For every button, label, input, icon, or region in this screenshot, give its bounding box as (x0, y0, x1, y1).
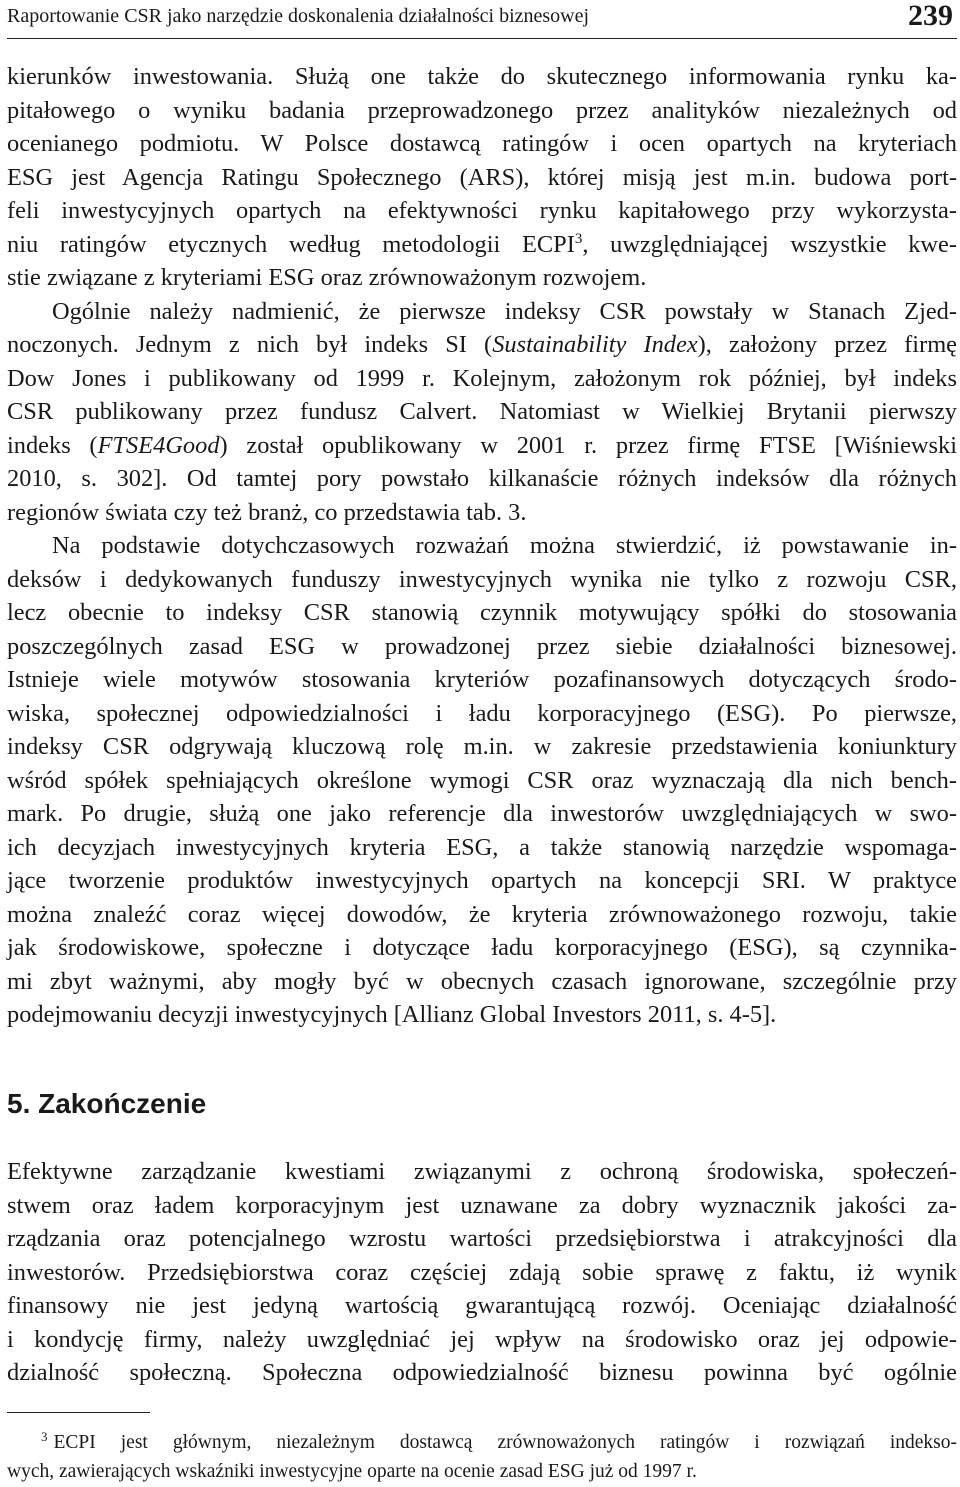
text-segment: ), założony przez firmę (697, 331, 957, 358)
text-line: Dow Jones i publikowany od 1999 r. Kolejnym, założonym rok później, był indeks (7, 364, 957, 392)
text-line: mark. Po drugie, służą one jako referencje dla inwestorów uwzględniających w swo- (7, 800, 957, 827)
text-line: Istnieje wiele motywów stosowania kryteriów pozafinansowych dotyczących środo- (7, 666, 957, 693)
footnote-separator (7, 1412, 150, 1413)
text-segment: noczonych. Jednym z nich był indeks SI ( (7, 331, 493, 358)
body-text (7, 60, 957, 1032)
text-line: i kondycję firmy, należy uwzględniać jej wpływ na środowisko oraz jej odpowie- (7, 1325, 957, 1353)
footnote-line: wych, zawierających wskaźniki inwestycyjne oparte na ocenie zasad ESG już od 1997 r. (7, 1461, 697, 1482)
text-line: finansowy nie jest jedyną wartością gwarantującą rozwój. Oceniając działalność (7, 1292, 957, 1319)
text-line: stie związane z kryteriami ESG oraz zrównoważonym rozwojem. (7, 264, 647, 291)
text-line: 2010, s. 302]. Od tamtej pory powstało kilkanaście różnych indeksów dla różnych (7, 465, 957, 492)
section-body-text (7, 1155, 957, 1390)
text-line: Na podstawie dotychczasowych rozważań można stwierdzić, iż powstawanie in- (52, 532, 957, 559)
footnote-line (7, 1428, 957, 1457)
footnote-text: ECPI jest głównym, niezależnym dostawcą zrównoważonych ratingów i rozwiązań indekso- (53, 1432, 957, 1453)
text-line: wiska, społecznej odpowiedzialności i ładu korporacyjnego (ESG). Po pierwsze, (7, 699, 957, 727)
text-line: jak środowiskowe, społeczne i dotyczące ładu korporacyjnego (ESG), są czynnika- (7, 934, 957, 961)
text-line: ESG jest Agencja Ratingu Społecznego (ARS), której misją jest m.in. budowa port- (7, 163, 957, 191)
italic-text: Sustainability Index (492, 331, 698, 358)
footnote-mark: 3 (41, 1429, 48, 1444)
running-header-title: Raportowanie CSR jako narzędzie doskonalenia działalności biznesowej (7, 5, 590, 27)
paragraph (7, 529, 957, 1032)
text-line: jące tworzenie produktów inwestycyjnych opartych na koncepcji SRI. W praktyce (7, 867, 957, 894)
section-heading: 5. Zakończenie (7, 1088, 207, 1119)
text-line: Ogólnie należy nadmienić, że pierwsze indeksy CSR powstały w Stanach Zjed- (52, 297, 957, 325)
paragraph (7, 1155, 957, 1390)
text-line: indeksy CSR odgrywają kluczową rolę m.in. w zakresie przedstawienia koniunktury (7, 733, 957, 760)
text-line: lecz obecnie to indeksy CSR stanowią czynnik motywujący spółki do stosowania (7, 599, 957, 626)
text-segment: niu ratingów etycznych według metodologii ECPI (7, 230, 575, 258)
text-line: stwem oraz ładem korporacyjnym jest uznawane za dobry wyznacznik jakości za- (7, 1191, 957, 1219)
text-line: pitałowego o wyniku badania przeprowadzonego przez analityków niezależnych od (7, 96, 957, 124)
text-line: deksów i dedykowanych funduszy inwestycyjnych wynika nie tylko z rozwoju CSR, (7, 565, 957, 593)
text-line: rządzania oraz potencjalnego wzrostu wartości przedsiębiorstwa i atrakcyjności dla (7, 1225, 957, 1252)
paragraph (7, 60, 957, 295)
text-line: inwestorów. Przedsiębiorstwa coraz częściej zdają sobie sprawę z faktu, iż wynik (7, 1258, 957, 1286)
text-line: Efektywne zarządzanie kwestiami związanymi z ochroną środowiska, społeczeń- (7, 1158, 957, 1185)
paragraph (7, 295, 957, 530)
text-line (7, 228, 957, 262)
footnote-reference: 3 (574, 230, 583, 247)
text-line: feli inwestycyjnych opartych na efektywności rynku kapitałowego przy wykorzysta- (7, 197, 957, 224)
footnote (7, 1428, 957, 1486)
text-line: mi zbyt ważnymi, aby mogły być w obecnych czasach ignorowane, szczególnie przy (7, 967, 957, 995)
page-number: 239 (908, 0, 953, 32)
text-line: regionów świata czy też branż, co przedstawia tab. 3. (7, 498, 527, 526)
text-segment: ) został opublikowany w 2001 r. przez firmę FTSE [Wiśniewski (219, 431, 957, 459)
italic-text: FTSE4Good (97, 431, 220, 459)
text-line: poszczególnych zasad ESG w prowadzonej przez siebie działalności biznesowej. (7, 632, 957, 660)
text-line: kierunków inwestowania. Służą one także do skutecznego informowania rynku ka- (7, 63, 957, 90)
text-segment: indeks ( (7, 431, 98, 459)
text-line (7, 328, 957, 362)
text-line: ich decyzjach inwestycyjnych kryteria ESG, a także stanowią narzędzie wspomaga- (7, 833, 957, 861)
text-line: ocenianego podmiotu. W Polsce dostawcą ratingów i ocen opartych na kryteriach (7, 130, 957, 157)
text-line: CSR publikowany przez fundusz Calvert. Natomiast w Wielkiej Brytanii pierwszy (7, 398, 957, 425)
running-header (7, 0, 957, 39)
text-line: wśród spółek spełniających określone wymogi CSR oraz wyznaczają dla nich bench- (7, 766, 957, 794)
document-page (7, 0, 957, 1487)
text-line: podejmowaniu decyzji inwestycyjnych [Allianz Global Investors 2011, s. 4-5]. (7, 1001, 777, 1028)
text-segment: , uwzględniającej wszystkie kwe- (582, 230, 957, 258)
text-line (7, 429, 957, 463)
text-line: można znaleźć coraz więcej dowodów, że kryteria zrównoważonego rozwoju, takie (7, 900, 957, 928)
text-line: dzialność społeczną. Społeczna odpowiedzialność biznesu powinna być ogólnie (7, 1359, 957, 1386)
